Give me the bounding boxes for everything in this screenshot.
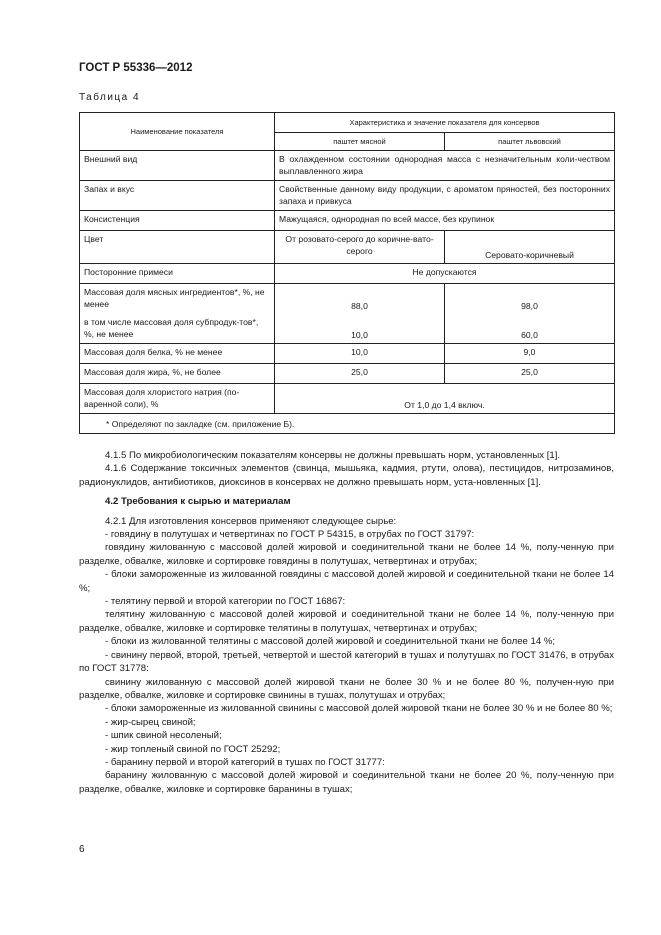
list-item: - шпик свиной несоленый; (105, 730, 222, 742)
document-header: ГОСТ Р 55336—2012 (79, 62, 193, 74)
list-item: - баранину первой и второй категорий в тушах по ГОСТ 31777: (105, 756, 385, 768)
list-item: - блоки замороженные из жилованной говядины с массовой долей жировой и соединительной ткани не более 14 %; (79, 569, 614, 594)
table-row (80, 231, 615, 264)
header-indicator-name: Наименование показателя (80, 113, 275, 151)
page-number: 6 (79, 844, 85, 855)
row-value-b: 9,0 (445, 344, 615, 364)
row-value-b: 25,0 (445, 364, 615, 384)
list-item: - говядину в полутушах и четвертинах по ГОСТ Р 54315, в отрубах по ГОСТ 31797: (105, 529, 475, 541)
list-item: - блоки замороженные из жилованной свинины с массовой долей жировой ткани не более 30 % и не более 80 %; (105, 703, 613, 715)
row-name: Посторонние примеси (80, 264, 275, 284)
row-value: От 1,0 до 1,4 включ. (275, 384, 615, 414)
row-name: Массовая доля мясных ингредиентов*, %, не менее (80, 284, 275, 314)
row-value: В охлажденном состоянии однородная масса с незначительным коли-чеством выплавленного жира (275, 151, 615, 181)
header-col-lviv-pate: паштет львовский (445, 133, 615, 151)
table-row (80, 181, 615, 211)
indicators-table (79, 112, 615, 434)
list-item: - жир-сырец свиной; (105, 716, 196, 728)
row-value: Мажущаяся, однородная по всей массе, без крупинок (275, 211, 615, 231)
list-item: свинину жилованную с массовой долей жировой ткани не более 30 % и не более 80 %, получен-ную при разделке, обвалке, жиловке и сортировке свинины в тушах, полутушах и отрубах; (79, 676, 614, 701)
table-row (80, 284, 615, 314)
section-heading-4-2: 4.2 Требования к сырью и материалам (105, 496, 291, 508)
paragraph-4-1-6: 4.1.6 Содержание токсичных элементов (свинца, мышьяка, кадмия, ртути, олова), пестицидов, нитрозаминов, радионуклидов, антибиотиков, диоксинов в консервах не должно превышать норм, уста-новленных [1]. (79, 463, 614, 488)
row-name: Запах и вкус (80, 181, 275, 211)
table-row (80, 211, 615, 231)
table-row (80, 264, 615, 284)
row-value-a: От розовато-серого до коричне-вато-серого (275, 231, 445, 264)
list-item: - телятину первой и второй категории по ГОСТ 16867: (105, 596, 346, 608)
header-col-meat-pate: паштет мясной (275, 133, 445, 151)
row-value-b: 98,0 (445, 284, 615, 314)
table-caption: Таблица 4 (79, 92, 141, 103)
row-value-b: Серовато-коричневый (445, 231, 615, 264)
list-item: - жир топленый свиной по ГОСТ 25292; (105, 743, 281, 755)
table-footnote: * Определяют по закладке (см. приложение Б). (80, 414, 615, 434)
list-item: - свинину первой, второй, третьей, четвертой и шестой категорий в тушах и полутушах по ГОСТ 31476, в отрубах по ГОСТ 31778: (79, 649, 614, 675)
row-value-a: 88,0 (275, 284, 445, 314)
table-row (80, 151, 615, 181)
paragraph-4-1-5: 4.1.5 По микробиологическим показателям консервы не должны превышать норм, установленных [1]. (105, 450, 561, 461)
header-characteristic-group: Характеристика и значение показателя для консервов (275, 113, 615, 133)
table-row (80, 384, 615, 414)
row-value-a: 10,0 (275, 344, 445, 364)
table-footnote-row (80, 414, 615, 434)
row-name: Массовая доля жира, %, не более (80, 364, 275, 384)
table-row (80, 364, 615, 384)
body-text (79, 449, 614, 796)
row-value-b: 60,0 (445, 314, 615, 344)
row-name: Консистенция (80, 211, 275, 231)
list-item: телятину жилованную с массовой долей жировой и соединительной ткани не более 14 %, полу-ченную при разделке, обвалке, жиловке и сортировке телятины в полутушах, четвертинах и отрубах; (79, 609, 614, 634)
list-item: баранину жилованную с массовой долей жировой и соединительной ткани не более 20 %, полу-ченную при разделке, обвалке, жиловке и сортировке баранины в тушах; (79, 770, 614, 795)
paragraph-4-2-1: 4.2.1 Для изготовления консервов применяют следующее сырье: (105, 515, 397, 527)
table-row (80, 314, 615, 344)
row-name: Массовая доля хлористого натрия (по-варенной соли), % (80, 384, 275, 414)
table-row (80, 344, 615, 364)
row-name: Внешний вид (80, 151, 275, 181)
row-value: Свойственные данному виду продукции, с ароматом пряностей, без посторонних запаха и привкуса (275, 181, 615, 211)
list-item: говядину жилованную с массовой долей жировой и соединительной ткани не более 14 %, полу-ченную при разделке, обвалке, жиловке и сортировке говядины в полутушах, четвертинах и отрубах; (79, 542, 614, 567)
row-name: в том числе массовая доля субпродук-тов*, %, не менее (80, 314, 275, 344)
row-value-a: 10,0 (275, 314, 445, 344)
row-value-a: 25,0 (275, 364, 445, 384)
row-name: Цвет (80, 231, 275, 264)
list-item: - блоки из жилованной телятины с массовой долей жировой и соединительной ткани не более 14 %; (105, 636, 556, 648)
row-name: Массовая доля белка, % не менее (80, 344, 275, 364)
row-value: Не допускаются (275, 264, 615, 284)
